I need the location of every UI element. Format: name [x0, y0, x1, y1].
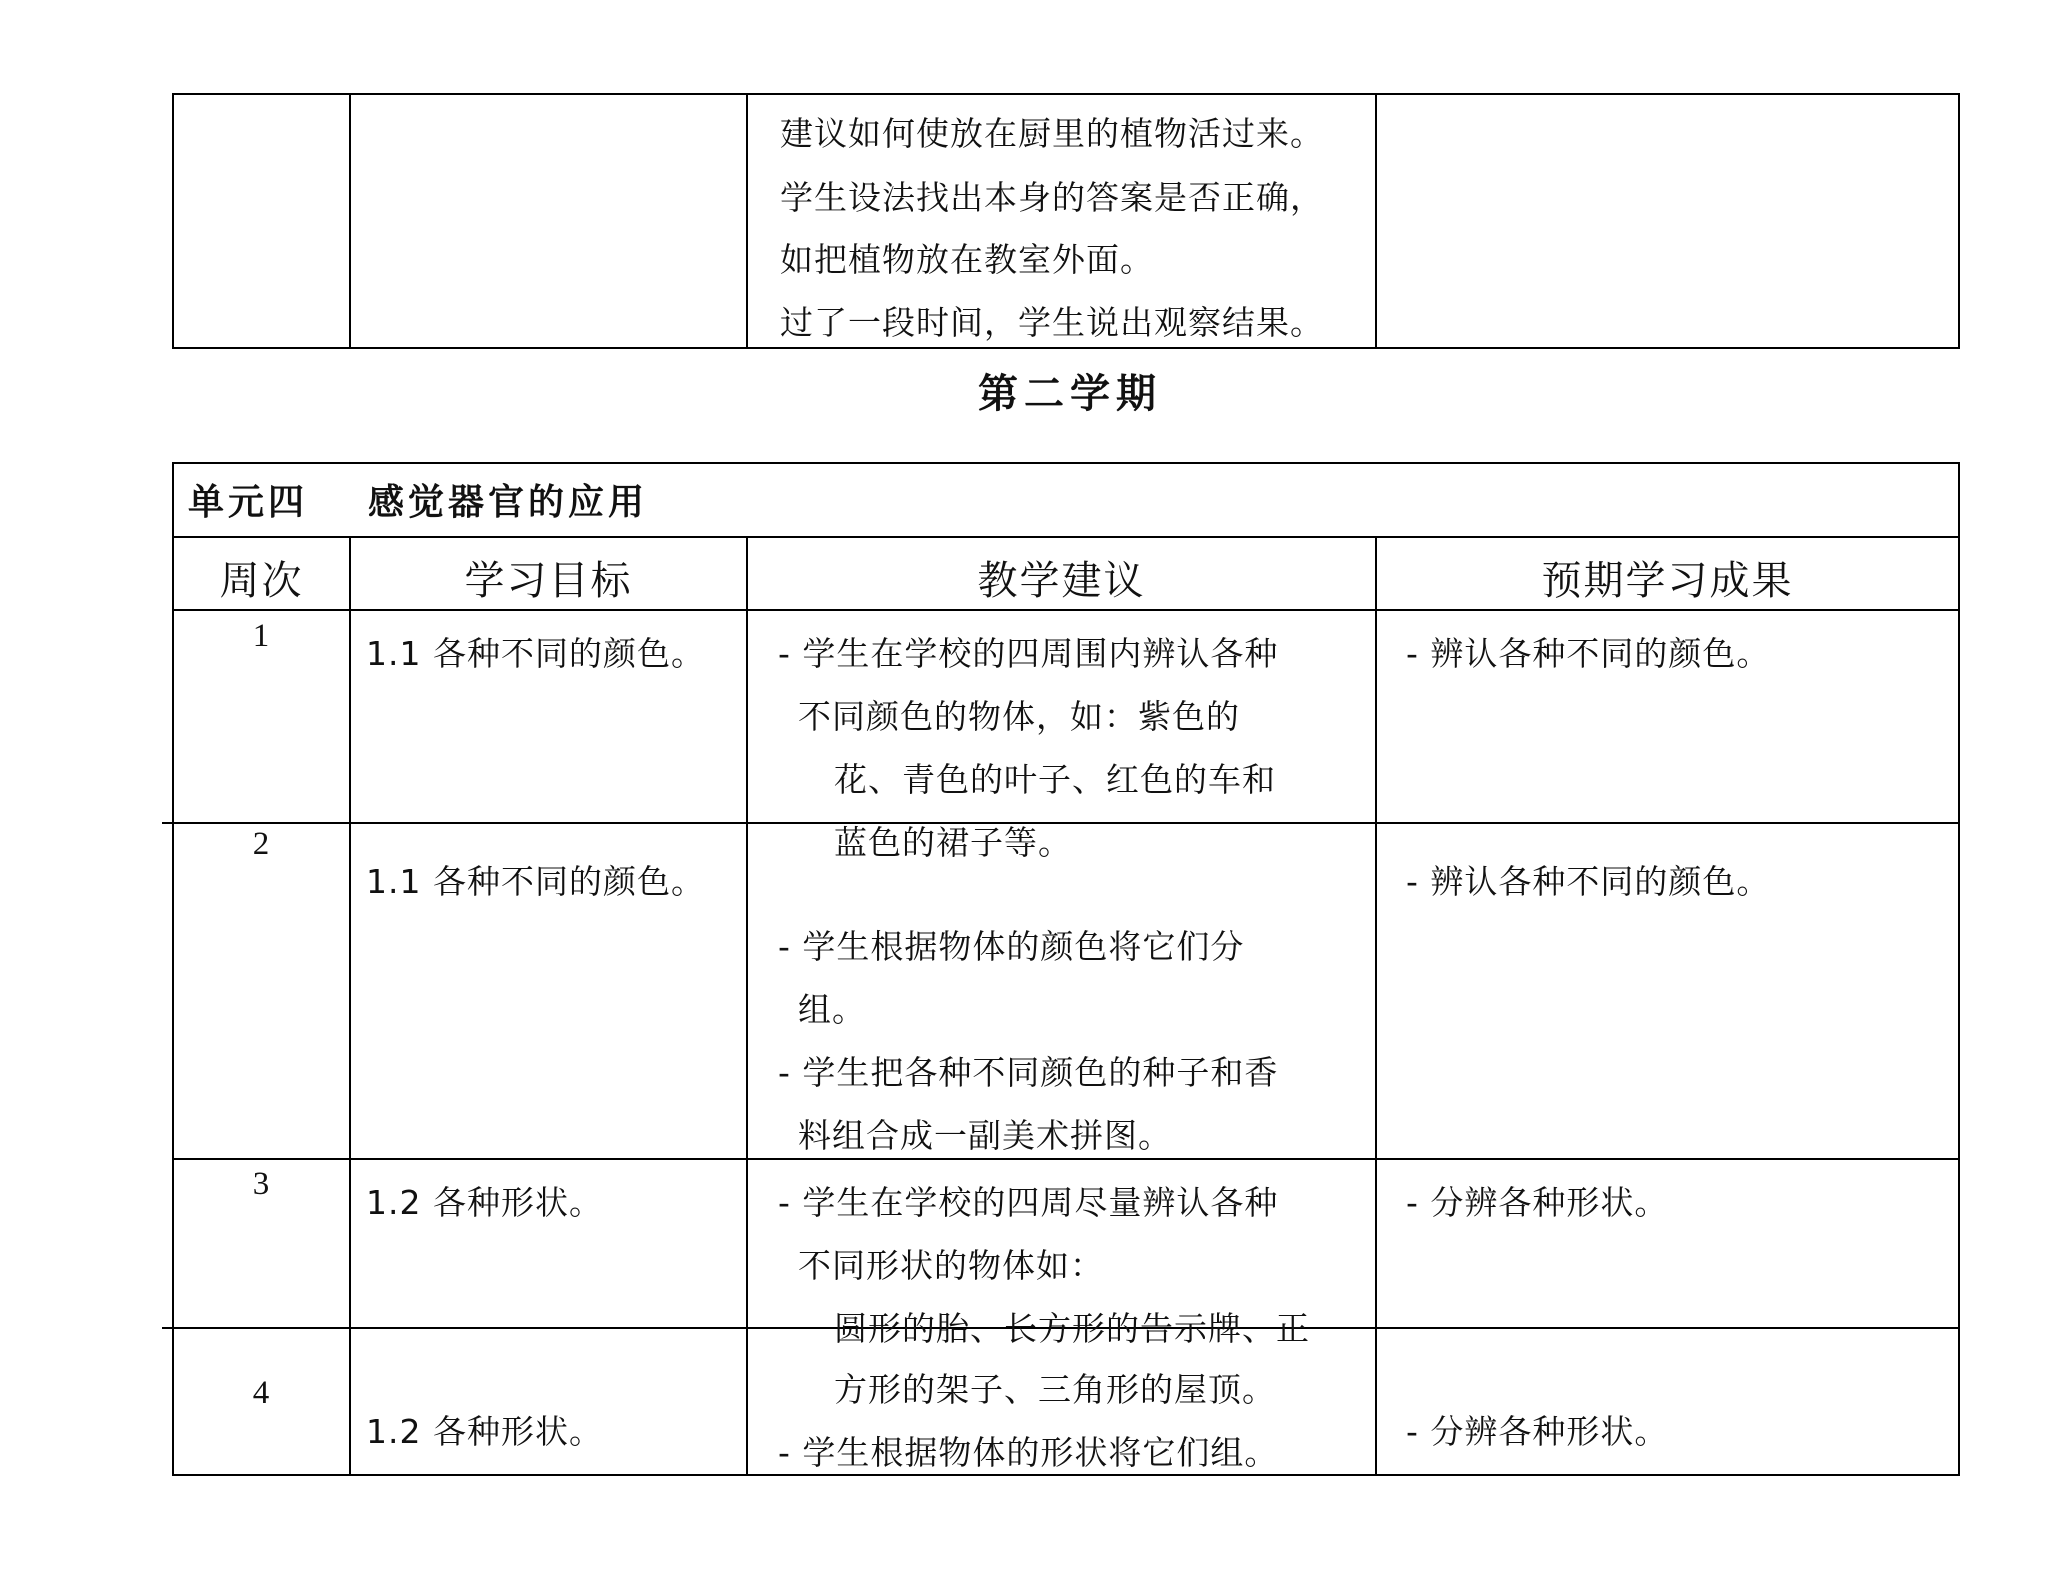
unit-table-row-line — [172, 609, 1960, 611]
objective-cell: 1.1 各种不同的颜色。 — [366, 634, 705, 673]
unit-number: 单元四 — [188, 482, 309, 523]
header-week: 周次 — [219, 558, 304, 604]
unit-table-col-line — [746, 536, 748, 1476]
top-table-col-line — [172, 93, 174, 349]
objective-cell: 1.2 各种形状。 — [366, 1412, 603, 1451]
suggestion-line: - 学生在学校的四周围内辨认各种 — [778, 634, 1279, 673]
week-number: 1 — [252, 618, 271, 654]
suggestion-line: - 学生在学校的四周尽量辨认各种 — [778, 1183, 1279, 1222]
top-table-col-line — [349, 93, 351, 349]
outcome-cell: - 辨认各种不同的颜色。 — [1406, 634, 1771, 673]
header-suggestion: 教学建议 — [977, 558, 1146, 604]
top-table-border-bottom — [172, 347, 1960, 349]
unit-table-col-line — [1375, 536, 1377, 1476]
objective-cell: 1.1 各种不同的颜色。 — [366, 862, 705, 901]
suggestion-line: 不同形状的物体如： — [798, 1246, 1104, 1285]
suggestion-line: 不同颜色的物体，如：紫色的 — [798, 697, 1240, 736]
top-suggestion-line: 建议如何使放在厨里的植物活过来。 — [780, 114, 1324, 153]
top-table-col-line — [746, 93, 748, 349]
suggestion-line: 料组合成一副美术拼图。 — [798, 1116, 1172, 1155]
week-number: 2 — [252, 826, 271, 862]
unit-title: 感觉器官的应用 — [368, 482, 649, 523]
suggestion-line: 蓝色的裙子等。 — [834, 823, 1072, 862]
suggestion-line: 圆形的胎、长方形的告示牌、正 — [834, 1309, 1310, 1348]
top-suggestion-line: 过了一段时间，学生说出观察结果。 — [780, 303, 1324, 342]
unit-table-row-line — [172, 1158, 1960, 1160]
top-suggestion-line: 学生设法找出本身的答案是否正确， — [780, 178, 1324, 217]
suggestion-line: - 学生根据物体的形状将它们组。 — [778, 1433, 1279, 1472]
header-outcome: 预期学习成果 — [1541, 558, 1794, 604]
suggestion-line: - 学生根据物体的颜色将它们分 — [778, 927, 1245, 966]
top-suggestion-line: 如把植物放在教室外面。 — [780, 240, 1154, 279]
week-number: 3 — [252, 1166, 271, 1202]
outcome-cell: - 辨认各种不同的颜色。 — [1406, 862, 1771, 901]
objective-cell: 1.2 各种形状。 — [366, 1183, 603, 1222]
unit-table-col-line — [349, 536, 351, 1476]
unit-table-border-left — [172, 462, 174, 1476]
suggestion-line: 组。 — [798, 990, 866, 1029]
header-objective: 学习目标 — [464, 558, 633, 604]
top-table-col-line — [1958, 93, 1960, 349]
suggestion-line: 方形的架子、三角形的屋顶。 — [834, 1370, 1276, 1409]
semester-title: 第二学期 — [978, 371, 1162, 417]
week-number: 4 — [252, 1375, 271, 1411]
suggestion-line: 花、青色的叶子、红色的车和 — [834, 760, 1276, 799]
unit-table-border-bottom — [172, 1474, 1960, 1476]
suggestion-line: - 学生把各种不同颜色的种子和香 — [778, 1053, 1279, 1092]
outcome-cell: - 分辨各种形状。 — [1406, 1412, 1669, 1451]
unit-table-border-top — [172, 462, 1960, 464]
top-table-border-top — [172, 93, 1960, 95]
top-table-col-line — [1375, 93, 1377, 349]
unit-table-row-line — [172, 536, 1960, 538]
unit-table-border-right — [1958, 462, 1960, 1476]
outcome-cell: - 分辨各种形状。 — [1406, 1183, 1669, 1222]
